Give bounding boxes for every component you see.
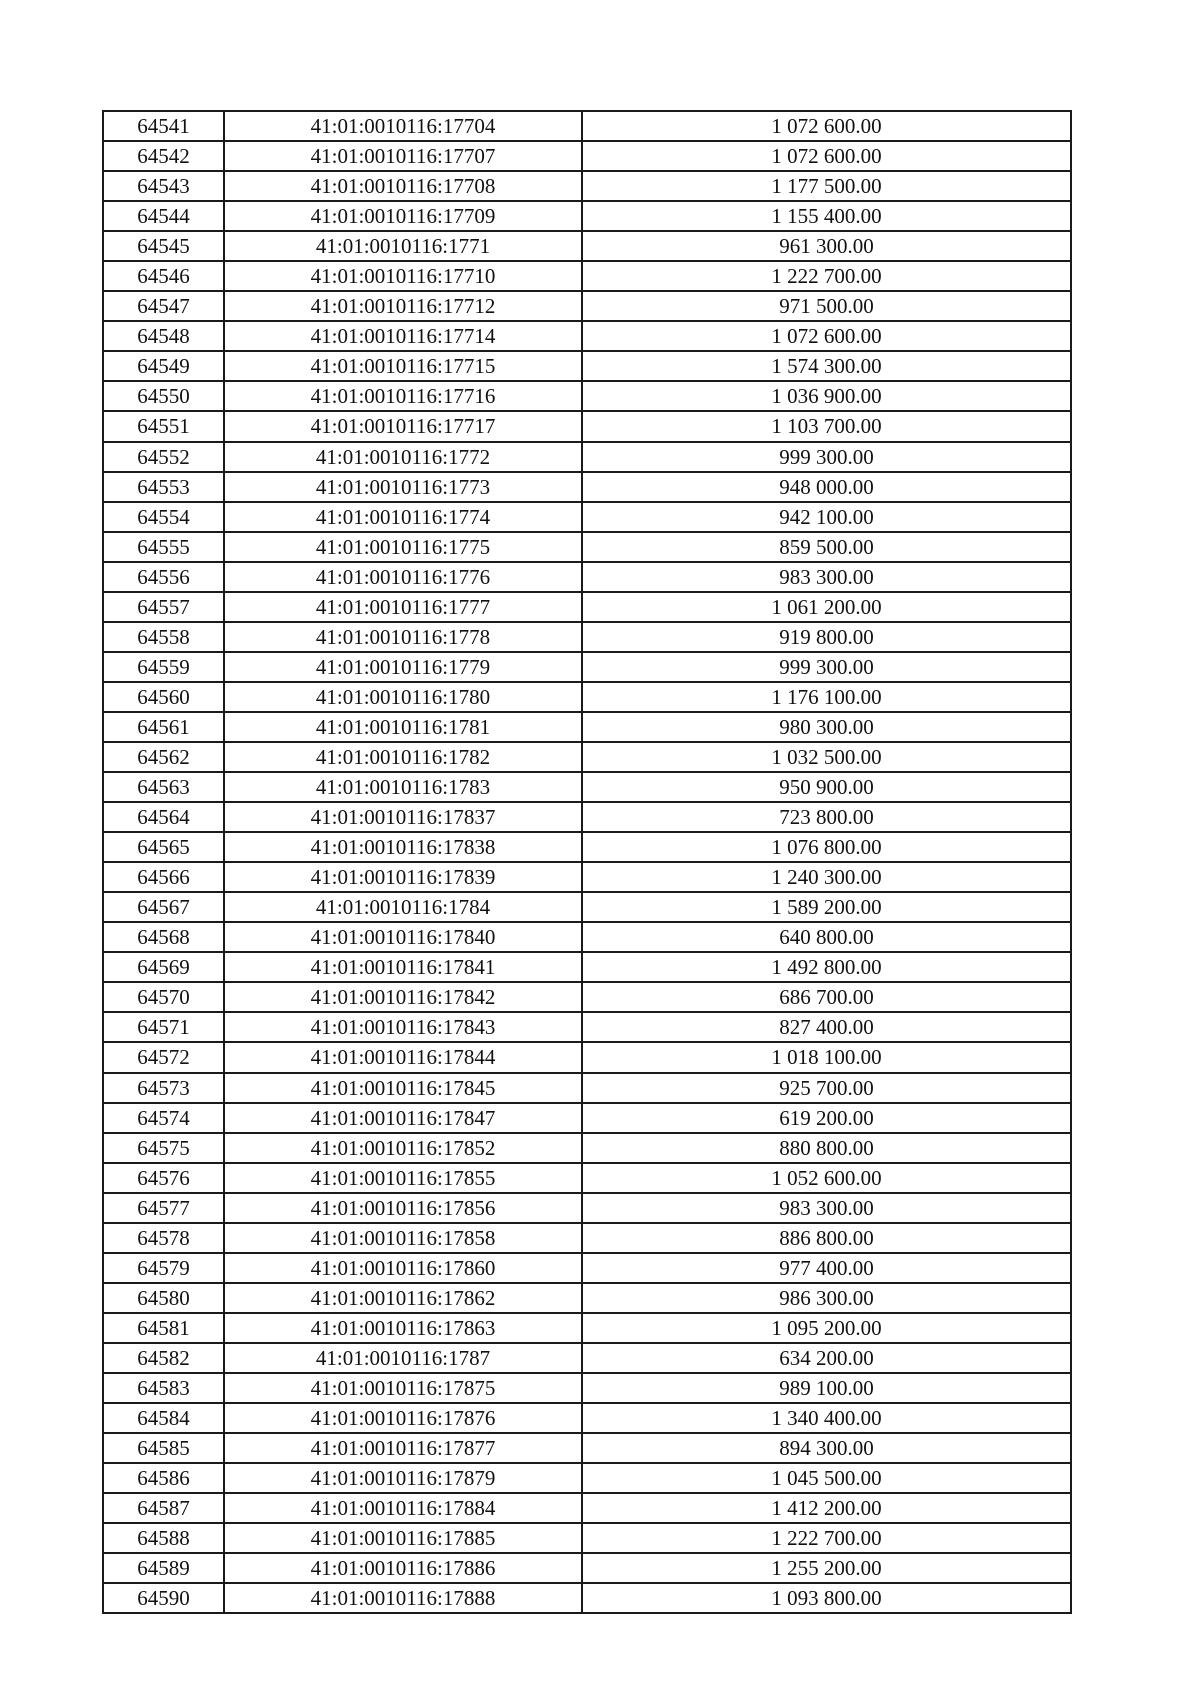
cadastral-value-cell: 986 300.00 (582, 1283, 1071, 1313)
cadastral-value-cell: 859 500.00 (582, 532, 1071, 562)
table-row (103, 1283, 1071, 1313)
cadastral-value-cell: 1 076 800.00 (582, 832, 1071, 862)
table-row (103, 892, 1071, 922)
cadastral-value-cell: 983 300.00 (582, 1193, 1071, 1223)
row-number-cell: 64558 (103, 622, 224, 652)
cadastral-number-cell: 41:01:0010116:17863 (224, 1313, 582, 1343)
cadastral-number-cell: 41:01:0010116:1787 (224, 1343, 582, 1373)
table-row (103, 1012, 1071, 1042)
cadastral-number-cell: 41:01:0010116:17716 (224, 381, 582, 411)
row-number-cell: 64547 (103, 291, 224, 321)
cadastral-value-cell: 1 103 700.00 (582, 411, 1071, 441)
cadastral-value-cell: 1 177 500.00 (582, 171, 1071, 201)
table-row (103, 712, 1071, 742)
table-row (103, 622, 1071, 652)
table-row (103, 592, 1071, 622)
row-number-cell: 64544 (103, 201, 224, 231)
table-row (103, 1343, 1071, 1373)
cadastral-number-cell: 41:01:0010116:17837 (224, 802, 582, 832)
table-row (103, 1493, 1071, 1523)
cadastral-value-cell: 886 800.00 (582, 1223, 1071, 1253)
cadastral-number-cell: 41:01:0010116:17717 (224, 411, 582, 441)
table-row (103, 1193, 1071, 1223)
row-number-cell: 64577 (103, 1193, 224, 1223)
cadastral-value-cell: 1 018 100.00 (582, 1042, 1071, 1072)
cadastral-number-cell: 41:01:0010116:1771 (224, 231, 582, 261)
row-number-cell: 64556 (103, 562, 224, 592)
cadastral-value-cell: 971 500.00 (582, 291, 1071, 321)
cadastral-number-cell: 41:01:0010116:17838 (224, 832, 582, 862)
cadastral-number-cell: 41:01:0010116:17885 (224, 1523, 582, 1553)
row-number-cell: 64565 (103, 832, 224, 862)
table-row (103, 1523, 1071, 1553)
cadastral-value-cell: 1 072 600.00 (582, 141, 1071, 171)
row-number-cell: 64582 (103, 1343, 224, 1373)
row-number-cell: 64581 (103, 1313, 224, 1343)
row-number-cell: 64588 (103, 1523, 224, 1553)
cadastral-value-cell: 1 412 200.00 (582, 1493, 1071, 1523)
table-row (103, 1253, 1071, 1283)
row-number-cell: 64580 (103, 1283, 224, 1313)
row-number-cell: 64560 (103, 682, 224, 712)
row-number-cell: 64559 (103, 652, 224, 682)
cadastral-value-cell: 1 222 700.00 (582, 261, 1071, 291)
cadastral-number-cell: 41:01:0010116:17715 (224, 351, 582, 381)
row-number-cell: 64546 (103, 261, 224, 291)
table-row (103, 1163, 1071, 1193)
cadastral-number-cell: 41:01:0010116:1782 (224, 742, 582, 772)
row-number-cell: 64543 (103, 171, 224, 201)
row-number-cell: 64548 (103, 321, 224, 351)
row-number-cell: 64541 (103, 111, 224, 141)
row-number-cell: 64568 (103, 922, 224, 952)
cadastral-value-cell: 619 200.00 (582, 1103, 1071, 1133)
row-number-cell: 64574 (103, 1103, 224, 1133)
row-number-cell: 64575 (103, 1133, 224, 1163)
cadastral-number-cell: 41:01:0010116:1780 (224, 682, 582, 712)
row-number-cell: 64550 (103, 381, 224, 411)
cadastral-number-cell: 41:01:0010116:17707 (224, 141, 582, 171)
cadastral-value-cell: 999 300.00 (582, 442, 1071, 472)
cadastral-number-cell: 41:01:0010116:17709 (224, 201, 582, 231)
table-row (103, 562, 1071, 592)
table-row (103, 772, 1071, 802)
cadastral-number-cell: 41:01:0010116:1776 (224, 562, 582, 592)
cadastral-number-cell: 41:01:0010116:17855 (224, 1163, 582, 1193)
cadastral-number-cell: 41:01:0010116:1777 (224, 592, 582, 622)
cadastral-value-cell: 989 100.00 (582, 1373, 1071, 1403)
cadastral-value-table (102, 110, 1072, 1614)
cadastral-value-cell: 980 300.00 (582, 712, 1071, 742)
cadastral-number-cell: 41:01:0010116:17840 (224, 922, 582, 952)
cadastral-value-cell: 1 589 200.00 (582, 892, 1071, 922)
cadastral-value-cell: 634 200.00 (582, 1343, 1071, 1373)
cadastral-value-cell: 942 100.00 (582, 502, 1071, 532)
cadastral-value-cell: 950 900.00 (582, 772, 1071, 802)
row-number-cell: 64552 (103, 442, 224, 472)
cadastral-number-cell: 41:01:0010116:1772 (224, 442, 582, 472)
row-number-cell: 64555 (103, 532, 224, 562)
row-number-cell: 64572 (103, 1042, 224, 1072)
cadastral-number-cell: 41:01:0010116:17841 (224, 952, 582, 982)
cadastral-number-cell: 41:01:0010116:17877 (224, 1433, 582, 1463)
table-row (103, 832, 1071, 862)
cadastral-number-cell: 41:01:0010116:17856 (224, 1193, 582, 1223)
cadastral-number-cell: 41:01:0010116:1775 (224, 532, 582, 562)
cadastral-value-cell: 1 095 200.00 (582, 1313, 1071, 1343)
row-number-cell: 64545 (103, 231, 224, 261)
table-row (103, 1463, 1071, 1493)
table-row (103, 291, 1071, 321)
row-number-cell: 64579 (103, 1253, 224, 1283)
cadastral-number-cell: 41:01:0010116:17862 (224, 1283, 582, 1313)
table-row (103, 982, 1071, 1012)
cadastral-value-cell: 948 000.00 (582, 472, 1071, 502)
cadastral-value-cell: 983 300.00 (582, 562, 1071, 592)
table-row (103, 532, 1071, 562)
row-number-cell: 64590 (103, 1583, 224, 1613)
cadastral-number-cell: 41:01:0010116:17886 (224, 1553, 582, 1583)
cadastral-value-cell: 1 093 800.00 (582, 1583, 1071, 1613)
table-row (103, 141, 1071, 171)
row-number-cell: 64573 (103, 1073, 224, 1103)
table-row (103, 261, 1071, 291)
cadastral-number-cell: 41:01:0010116:1778 (224, 622, 582, 652)
table-row (103, 411, 1071, 441)
table-row (103, 952, 1071, 982)
table-row (103, 802, 1071, 832)
cadastral-number-cell: 41:01:0010116:17858 (224, 1223, 582, 1253)
cadastral-value-cell: 999 300.00 (582, 652, 1071, 682)
row-number-cell: 64584 (103, 1403, 224, 1433)
row-number-cell: 64553 (103, 472, 224, 502)
cadastral-number-cell: 41:01:0010116:1784 (224, 892, 582, 922)
row-number-cell: 64542 (103, 141, 224, 171)
row-number-cell: 64562 (103, 742, 224, 772)
table-row (103, 201, 1071, 231)
table-row (103, 1403, 1071, 1433)
row-number-cell: 64551 (103, 411, 224, 441)
table-row (103, 351, 1071, 381)
row-number-cell: 64570 (103, 982, 224, 1012)
cadastral-value-cell: 919 800.00 (582, 622, 1071, 652)
cadastral-value-cell: 1 255 200.00 (582, 1553, 1071, 1583)
cadastral-value-cell: 1 574 300.00 (582, 351, 1071, 381)
cadastral-value-cell: 1 240 300.00 (582, 862, 1071, 892)
cadastral-number-cell: 41:01:0010116:1774 (224, 502, 582, 532)
cadastral-value-cell: 1 072 600.00 (582, 321, 1071, 351)
row-number-cell: 64566 (103, 862, 224, 892)
table-row (103, 862, 1071, 892)
table-row (103, 1223, 1071, 1253)
cadastral-value-cell: 1 155 400.00 (582, 201, 1071, 231)
table-row (103, 1373, 1071, 1403)
table-row (103, 682, 1071, 712)
table-row (103, 652, 1071, 682)
table-row (103, 171, 1071, 201)
row-number-cell: 64578 (103, 1223, 224, 1253)
cadastral-number-cell: 41:01:0010116:1779 (224, 652, 582, 682)
table-row (103, 1313, 1071, 1343)
table-row (103, 1133, 1071, 1163)
table-row (103, 1042, 1071, 1072)
cadastral-value-cell: 925 700.00 (582, 1073, 1071, 1103)
table-row (103, 442, 1071, 472)
cadastral-number-cell: 41:01:0010116:17879 (224, 1463, 582, 1493)
table-row (103, 1073, 1071, 1103)
row-number-cell: 64549 (103, 351, 224, 381)
cadastral-number-cell: 41:01:0010116:1783 (224, 772, 582, 802)
row-number-cell: 64571 (103, 1012, 224, 1042)
cadastral-value-cell: 640 800.00 (582, 922, 1071, 952)
cadastral-number-cell: 41:01:0010116:17710 (224, 261, 582, 291)
cadastral-value-cell: 1 492 800.00 (582, 952, 1071, 982)
table-row (103, 1553, 1071, 1583)
cadastral-value-cell: 880 800.00 (582, 1133, 1071, 1163)
cadastral-number-cell: 41:01:0010116:1773 (224, 472, 582, 502)
row-number-cell: 64557 (103, 592, 224, 622)
cadastral-number-cell: 41:01:0010116:17844 (224, 1042, 582, 1072)
table-row (103, 742, 1071, 772)
table-row (103, 111, 1071, 141)
cadastral-number-cell: 41:01:0010116:17842 (224, 982, 582, 1012)
cadastral-value-cell: 1 340 400.00 (582, 1403, 1071, 1433)
cadastral-value-cell: 977 400.00 (582, 1253, 1071, 1283)
cadastral-number-cell: 41:01:0010116:17875 (224, 1373, 582, 1403)
cadastral-value-cell: 1 176 100.00 (582, 682, 1071, 712)
table-row (103, 472, 1071, 502)
cadastral-value-cell: 1 222 700.00 (582, 1523, 1071, 1553)
row-number-cell: 64554 (103, 502, 224, 532)
cadastral-number-cell: 41:01:0010116:17876 (224, 1403, 582, 1433)
table-row (103, 1583, 1071, 1613)
table-row (103, 922, 1071, 952)
cadastral-number-cell: 41:01:0010116:17712 (224, 291, 582, 321)
table-row (103, 381, 1071, 411)
row-number-cell: 64583 (103, 1373, 224, 1403)
table-row (103, 321, 1071, 351)
row-number-cell: 64585 (103, 1433, 224, 1463)
cadastral-number-cell: 41:01:0010116:17860 (224, 1253, 582, 1283)
cadastral-number-cell: 41:01:0010116:17704 (224, 111, 582, 141)
cadastral-number-cell: 41:01:0010116:17884 (224, 1493, 582, 1523)
cadastral-number-cell: 41:01:0010116:17839 (224, 862, 582, 892)
cadastral-number-cell: 41:01:0010116:17714 (224, 321, 582, 351)
cadastral-value-cell: 894 300.00 (582, 1433, 1071, 1463)
cadastral-value-cell: 723 800.00 (582, 802, 1071, 832)
cadastral-value-cell: 686 700.00 (582, 982, 1071, 1012)
cadastral-value-cell: 1 036 900.00 (582, 381, 1071, 411)
row-number-cell: 64561 (103, 712, 224, 742)
row-number-cell: 64589 (103, 1553, 224, 1583)
cadastral-value-cell: 1 072 600.00 (582, 111, 1071, 141)
row-number-cell: 64567 (103, 892, 224, 922)
row-number-cell: 64569 (103, 952, 224, 982)
cadastral-number-cell: 41:01:0010116:17888 (224, 1583, 582, 1613)
row-number-cell: 64576 (103, 1163, 224, 1193)
cadastral-number-cell: 41:01:0010116:17852 (224, 1133, 582, 1163)
table-body (103, 111, 1071, 1613)
cadastral-value-cell: 1 032 500.00 (582, 742, 1071, 772)
table-row (103, 231, 1071, 261)
cadastral-number-cell: 41:01:0010116:17845 (224, 1073, 582, 1103)
row-number-cell: 64564 (103, 802, 224, 832)
row-number-cell: 64587 (103, 1493, 224, 1523)
cadastral-value-cell: 827 400.00 (582, 1012, 1071, 1042)
cadastral-value-cell: 961 300.00 (582, 231, 1071, 261)
cadastral-value-cell: 1 052 600.00 (582, 1163, 1071, 1193)
row-number-cell: 64563 (103, 772, 224, 802)
cadastral-value-cell: 1 061 200.00 (582, 592, 1071, 622)
cadastral-value-cell: 1 045 500.00 (582, 1463, 1071, 1493)
cadastral-number-cell: 41:01:0010116:17843 (224, 1012, 582, 1042)
table-row (103, 1103, 1071, 1133)
cadastral-number-cell: 41:01:0010116:17708 (224, 171, 582, 201)
cadastral-number-cell: 41:01:0010116:1781 (224, 712, 582, 742)
cadastral-number-cell: 41:01:0010116:17847 (224, 1103, 582, 1133)
table-row (103, 1433, 1071, 1463)
table-row (103, 502, 1071, 532)
row-number-cell: 64586 (103, 1463, 224, 1493)
